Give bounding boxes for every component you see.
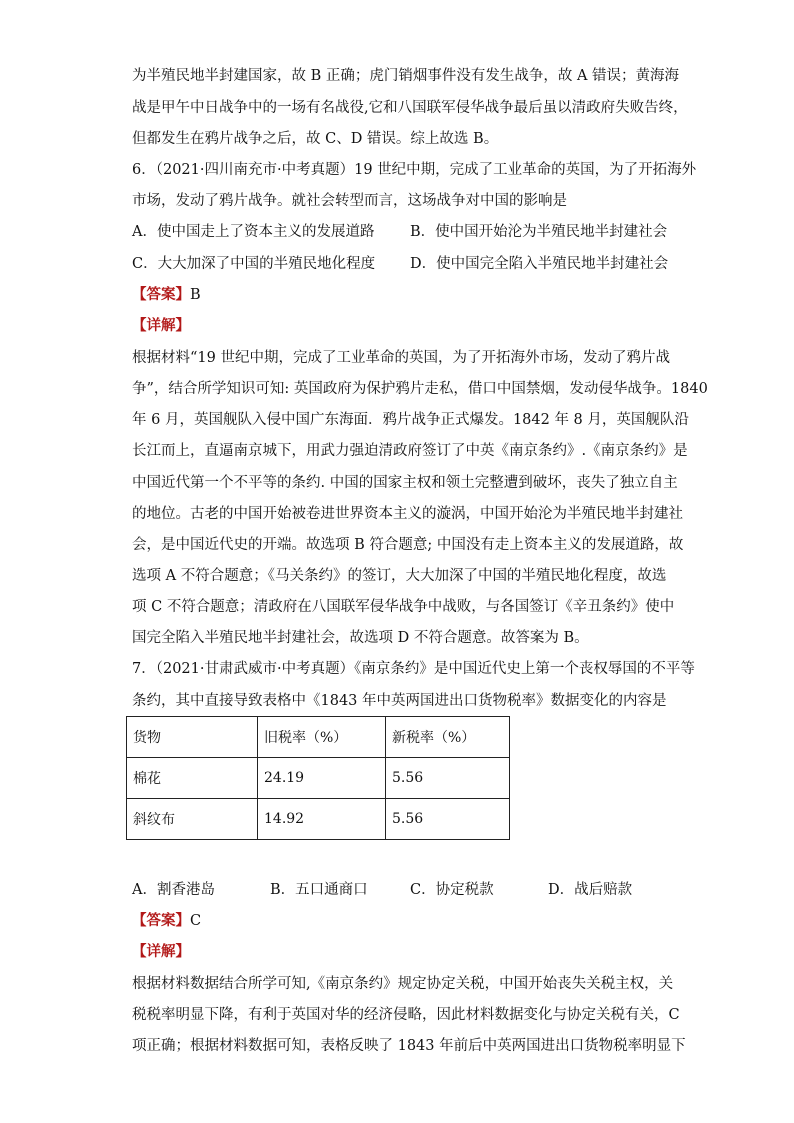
- prev-explanation-line: 但都发生在鸦片战争之后，故 C、D 错误。综上故选 B。: [132, 131, 499, 147]
- table-header-cell: 货物: [127, 717, 258, 758]
- q6-detail-line: 长江而上，直逼南京城下，用武力强迫清政府签订了中英《南京条约》.《南京条约》是: [132, 443, 688, 459]
- q6-detail-line: 会，是中国近代史的开端。故选项 B 符合题意; 中国没有走上资本主义的发展道路，故: [132, 537, 684, 553]
- answer-label: 【答案】: [132, 286, 190, 303]
- q6-answer: [132, 285, 201, 305]
- answer-label: 【答案】: [132, 912, 190, 929]
- table-cell: 斜纹布: [127, 799, 258, 840]
- q6-option-b: B．使中国开始沦为半殖民地半封建社会: [410, 224, 668, 240]
- table-cell: 24.19: [258, 758, 386, 799]
- q6-option-d: D．使中国完全陷入半殖民地半封建社会: [410, 256, 669, 272]
- q6-detail-line: 中国近代第一个不平等的条约. 中国的国家主权和领土完整遭到破坏，丧失了独立自主: [132, 475, 678, 491]
- q7-detail-line: 税税率明显下降，有利于英国对华的经济侵略，因此材料数据变化与协定关税有关，C: [132, 1007, 680, 1023]
- q7-option-c: C．协定税款: [410, 882, 494, 898]
- q7-detail-label: 【详解】: [132, 943, 190, 960]
- table-cell: 棉花: [127, 758, 258, 799]
- q6-detail-line: 争”，结合所学知识可知: 英国政府为保护鸦片走私，借口中国禁烟，发动侵华战争。1840: [132, 381, 708, 397]
- q6-stem: 市场，发动了鸦片战争。就社会转型而言，这场战争对中国的影响是: [132, 193, 567, 209]
- table-cell: 14.92: [258, 799, 386, 840]
- table-row: [127, 758, 510, 799]
- answer-value: B: [190, 287, 201, 303]
- q6-detail-label: 【详解】: [132, 317, 190, 334]
- q6-option-a: A．使中国走上了资本主义的发展道路: [132, 224, 375, 240]
- q6-detail-line: 年 6 月，英国舰队入侵中国广东海面．鸦片战争正式爆发。1842 年 8 月，英国舰队沿: [132, 412, 689, 428]
- q6-detail-line: 的地位。古老的中国开始被卷进世界资本主义的漩涡，中国开始沦为半殖民地半封建社: [132, 506, 683, 522]
- prev-explanation-line: 战是甲午中日战争中的一场有名战役,它和八国联军侵华战争最后虽以清政府失败告终，: [132, 100, 688, 116]
- q6-option-c: C．大大加深了中国的半殖民地化程度: [132, 256, 376, 272]
- table-row: [127, 799, 510, 840]
- q7-answer: [132, 911, 201, 931]
- q6-detail-line: 国完全陷入半殖民地半封建社会，故选项 D 不符合题意。故答案为 B。: [132, 630, 589, 646]
- q7-option-d: D．战后赔款: [548, 882, 633, 898]
- table-cell: 5.56: [386, 799, 510, 840]
- q7-stem: 7．（2021·甘肃武威市·中考真题）《南京条约》是中国近代史上第一个丧权辱国的不平等: [132, 661, 695, 677]
- table-header-cell: 旧税率（%）: [258, 717, 386, 758]
- q6-stem: 6．（2021·四川南充市·中考真题）19 世纪中期，完成了工业革命的英国，为了开拓海外: [132, 162, 697, 178]
- table-header-row: [127, 717, 510, 758]
- q7-detail-line: 根据材料数据结合所学可知,《南京条约》规定协定关税，中国开始丧失关税主权，关: [132, 976, 674, 992]
- q7-detail-line: 项正确；根据材料数据可知，表格反映了 1843 年前后中英两国进出口货物税率明显下: [132, 1038, 686, 1054]
- q6-detail-line: 选项 A 不符合题意；《马关条约》的签订，大大加深了中国的半殖民地化程度，故选: [132, 568, 667, 584]
- table-cell: 5.56: [386, 758, 510, 799]
- answer-value: C: [190, 913, 202, 929]
- q7-option-b: B．五口通商口: [270, 882, 368, 898]
- table-header-cell: 新税率（%）: [386, 717, 510, 758]
- tax-rate-table: [126, 716, 510, 840]
- q7-stem: 条约，其中直接导致表格中《1843 年中英两国进出口货物税率》数据变化的内容是: [132, 693, 667, 709]
- q6-detail-line: 项 C 不符合题意；清政府在八国联军侵华战争中战败，与各国签订《辛丑条约》使中: [132, 599, 675, 615]
- q6-detail-line: 根据材料“19 世纪中期，完成了工业革命的英国，为了开拓海外市场，发动了鸦片战: [132, 350, 670, 366]
- q7-option-a: A．割香港岛: [132, 882, 215, 898]
- prev-explanation-line: 为半殖民地半封建国家，故 B 正确；虎门销烟事件没有发生战争，故 A 错误；黄海海: [132, 68, 680, 84]
